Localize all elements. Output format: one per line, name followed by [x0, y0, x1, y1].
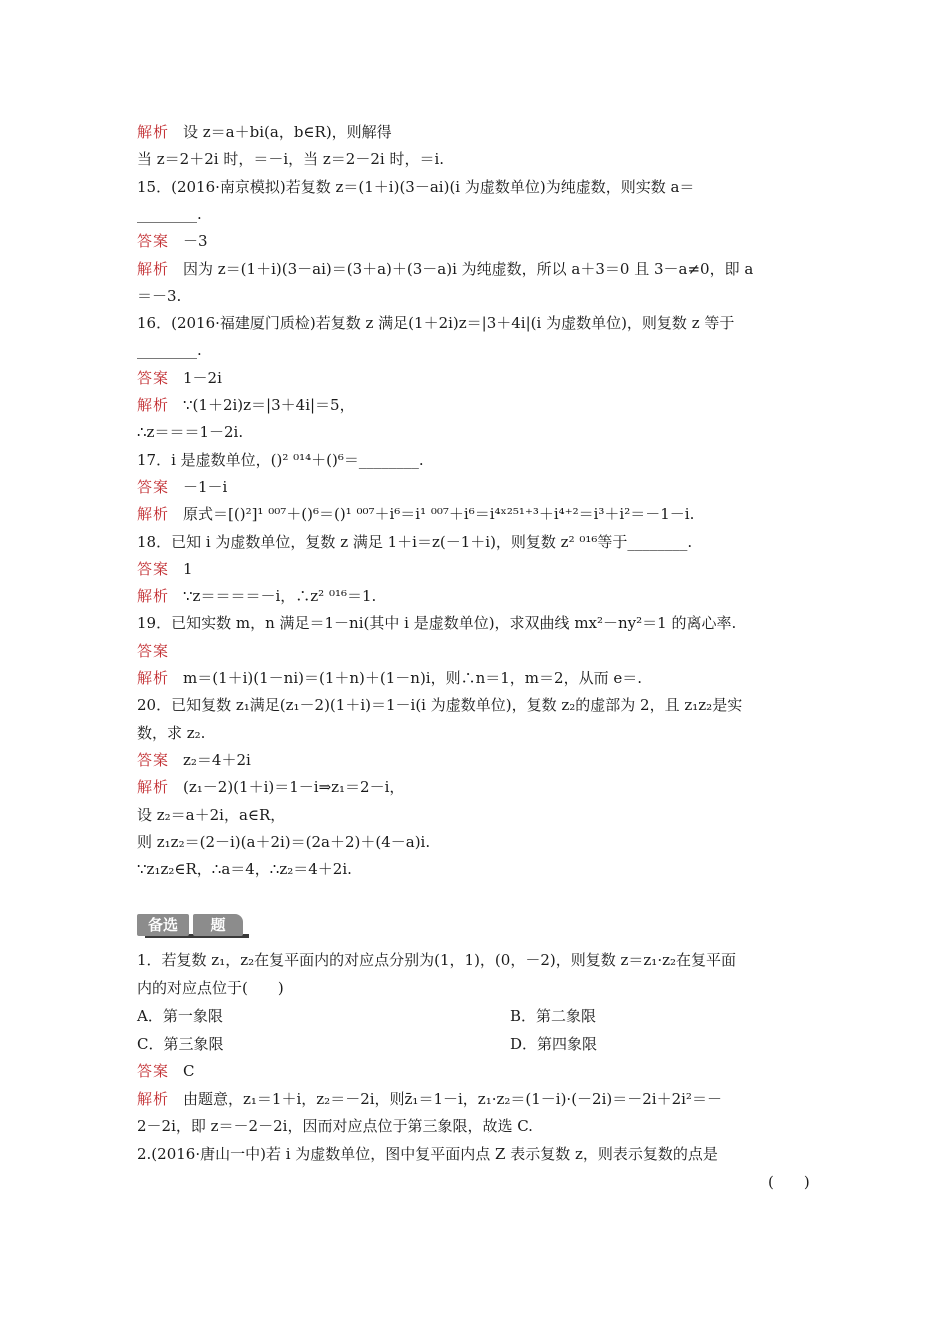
section-label: 答案	[137, 368, 170, 387]
text-line	[137, 586, 376, 606]
line-text: ＝－3.	[137, 286, 182, 305]
line-text: －1－i	[183, 477, 228, 496]
line-text: ∵z₁z₂∈R，∴a＝4，∴z₂＝4＋2i.	[137, 860, 352, 879]
text-line	[137, 477, 227, 497]
text-line	[137, 641, 183, 661]
text-line	[137, 1116, 533, 1136]
line-text: 2.(2016·唐山一中)若 i 为虚数单位，图中复平面内点 Z 表示复数 z，则表示复数的点是	[137, 1144, 718, 1163]
text-line	[137, 1061, 195, 1081]
text-line	[137, 613, 736, 633]
section-label: 答案	[137, 477, 170, 496]
text-line	[137, 832, 430, 852]
text-line	[137, 1144, 718, 1164]
section-label: 解析	[137, 669, 170, 687]
line-text: 因为 z＝(1＋i)(3－ai)＝(3＋a)＋(3－a)i 为纯虚数，所以 a＋3＝0 且 3－a≠0，即 a	[183, 259, 754, 278]
text-line	[137, 395, 355, 415]
line-text: 数，求 z₂.	[137, 723, 206, 742]
answer-bracket: ( )	[768, 1173, 810, 1191]
line-text: 18．已知 i 为虚数单位，复数 z 满足 1＋i＝z(－1＋i)，则复数 z² ⁰¹⁶等于________.	[137, 532, 693, 551]
line-text: 20．已知复数 z₁满足(z₁－2)(1＋i)＝1－i(i 为虚数单位)，复数 z₂的虚部为 2，且 z₁z₂是实	[137, 696, 743, 715]
line-text: 由题意，z₁＝1＋i，z₂＝－2i，则z̄₁＝1－i，z₁·z₂＝(1－i)·(－2i)＝－2i＋2i²＝－	[183, 1089, 722, 1108]
text-line	[137, 750, 251, 770]
text-line	[137, 532, 692, 552]
text-line	[137, 978, 284, 998]
option-left: C．第三象限	[137, 1034, 224, 1053]
line-text: ∴z＝＝＝1－2i.	[137, 423, 244, 442]
text-line	[137, 504, 694, 524]
line-text: 19．已知实数 m，n 满足＝1－ni(其中 i 是虚数单位)，求双曲线 mx²－ny²＝1 的离心率.	[137, 614, 737, 633]
text-line	[137, 286, 181, 306]
section-label: 解析	[137, 505, 170, 524]
line-text: 设 z＝a＋bi(a，b∈R)，则解得	[183, 123, 392, 141]
text-line	[137, 122, 392, 142]
option-right: B．第二象限	[510, 1007, 597, 1025]
line-text: 2－2i，即 z＝－2－2i，因而对应点位于第三象限，故选 C.	[137, 1117, 533, 1135]
text-line	[137, 950, 736, 970]
line-text: ∵(1＋2i)z＝|3＋4i|＝5，	[183, 396, 355, 414]
text-line	[137, 177, 694, 197]
text-line	[137, 231, 208, 251]
line-text: (z₁－2)(1＋i)＝1－i⇒z₁＝2－i，	[183, 778, 405, 797]
line-text: 原式＝[()²]¹ ⁰⁰⁷＋()⁶＝()¹ ⁰⁰⁷＋i⁶＝i¹ ⁰⁰⁷＋i⁶＝i⁴ˣ²⁵¹⁺³＋i⁴⁺²＝i³＋i²＝－1－i.	[183, 505, 695, 524]
text-line	[137, 1089, 722, 1109]
text-line	[137, 204, 202, 224]
text-line	[137, 723, 205, 743]
line-text: 1．若复数 z₁，z₂在复平面内的对应点分别为(1，1)，(0，－2)，则复数 z＝z₁·z₂在复平面	[137, 951, 736, 969]
line-text: 则 z₁z₂＝(2－i)(a＋2i)＝(2a＋2)＋(4－a)i.	[137, 832, 431, 851]
line-text: 内的对应点位于( )	[137, 978, 284, 997]
text-line	[137, 450, 424, 470]
section-label: 答案	[137, 641, 170, 660]
line-text: 17．i 是虚数单位，()² ⁰¹⁴＋()⁶＝________.	[137, 450, 424, 469]
text-line	[137, 259, 753, 279]
section-label: 解析	[137, 587, 170, 606]
line-text: ________.	[137, 341, 202, 360]
section-label: 答案	[137, 559, 170, 578]
text-line	[137, 149, 444, 169]
section-label: 解析	[137, 1089, 170, 1108]
line-text: 16．(2016·福建厦门质检)若复数 z 满足(1＋2i)z＝|3＋4i|(i 为虚数单位)，则复数 z 等于	[137, 314, 735, 333]
line-text: m＝(1＋i)(1－ni)＝(1＋n)＋(1－n)i，则∴n＝1，m＝2，从而 e＝.	[183, 669, 642, 687]
banner-tag-part1: 备选	[137, 914, 189, 936]
text-line	[137, 313, 734, 333]
text-line	[137, 859, 352, 879]
line-text: C	[183, 1062, 195, 1080]
line-text: ________.	[137, 204, 202, 223]
section-label: 答案	[137, 1062, 170, 1080]
line-text: 设 z₂＝a＋2i，a∈R，	[137, 805, 286, 824]
text-line	[137, 422, 243, 442]
text-line	[137, 668, 642, 688]
text-line	[137, 340, 202, 360]
banner-tag-part2: 题	[193, 914, 243, 936]
section-label: 答案	[137, 750, 170, 769]
text-line	[137, 777, 404, 797]
text-line	[137, 805, 285, 825]
section-label: 解析	[137, 396, 170, 414]
line-text: 15．(2016·南京模拟)若复数 z＝(1＋i)(3－ai)(i 为虚数单位)为纯虚数，则实数 a＝	[137, 177, 695, 196]
section-label: 解析	[137, 778, 170, 797]
option-right: D．第四象限	[510, 1034, 598, 1053]
text-line	[137, 695, 742, 715]
text-line	[137, 368, 222, 388]
option-left: A．第一象限	[137, 1007, 223, 1025]
section-label: 解析	[137, 123, 170, 141]
line-text: 当 z＝2＋2i 时，＝－i，当 z＝2－2i 时，＝i.	[137, 150, 445, 169]
section-label: 解析	[137, 259, 170, 278]
section-label: 答案	[137, 232, 170, 251]
line-text: －3	[183, 232, 208, 251]
line-text: ∵z＝＝＝＝－i，∴z² ⁰¹⁶＝1.	[183, 587, 377, 606]
text-line	[137, 559, 193, 579]
line-text: z₂＝4＋2i	[183, 750, 251, 769]
alternative-questions-banner	[137, 914, 249, 938]
line-text: 1	[183, 559, 193, 578]
line-text: 1－2i	[183, 368, 222, 387]
